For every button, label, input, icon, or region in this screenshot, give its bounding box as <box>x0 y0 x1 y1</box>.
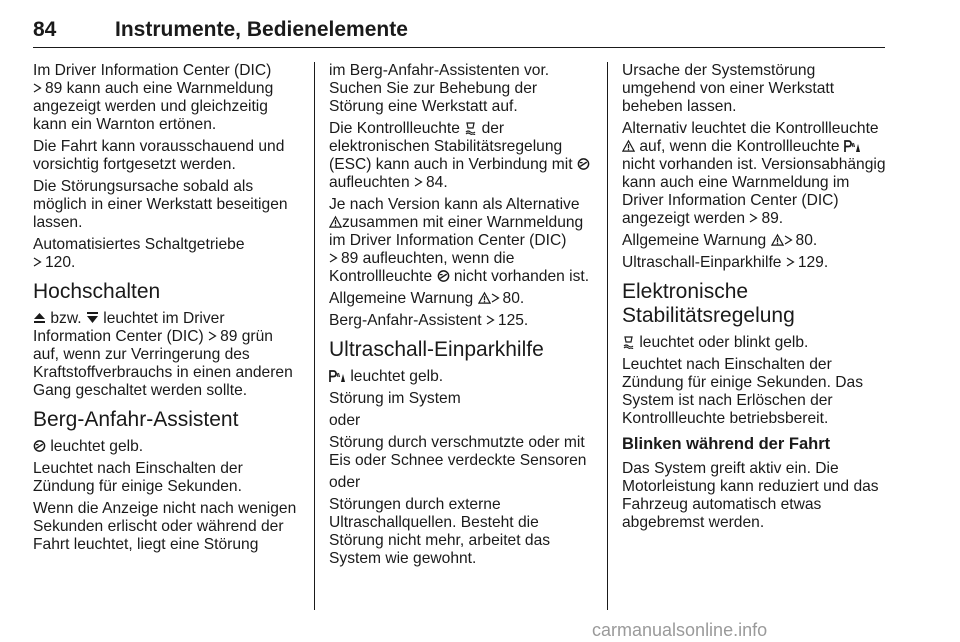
paragraph: Wenn die Anzeige nicht nach wenigen Sekunden erlischt oder während der Fahrt leuchtet, liegt eine Störung <box>33 500 297 553</box>
paragraph: Störung im System <box>329 390 461 407</box>
paragraph: bzw. leuchtet im Driver Information Center (DIC) 89 grün auf, wenn zur Verringerung des Kraftstoffverbrauchs in einen anderen Gang geschaltet werden sollte. <box>33 310 293 399</box>
paragraph: Allgemeine Warnung 80. <box>622 232 818 249</box>
reference-arrow-icon <box>491 293 500 303</box>
paragraph: Das System greift aktiv ein. Die Motorleistung kann reduziert und das Fahrzeug automatisch etwas abgebremst werden. <box>622 460 879 531</box>
paragraph: leuchtet oder blinkt gelb. <box>622 334 888 352</box>
shift-down-icon <box>86 311 99 325</box>
section-heading: Elektronische Stabilitätsregelung <box>622 280 795 327</box>
paragraph: im Berg-Anfahr-Assistenten vor. Suchen Sie zur Behebung der Störung eine Werkstatt auf. <box>329 62 550 115</box>
header-rule <box>33 47 885 48</box>
hill-start-assist-icon <box>577 157 590 171</box>
reference-arrow-icon <box>208 331 217 341</box>
paragraph: Die Fahrt kann vorausschauend und vorsichtig fortgesetzt werden. <box>33 138 285 173</box>
reference-arrow-icon <box>486 315 495 325</box>
column-middle <box>329 62 594 572</box>
esc-warning-icon <box>622 335 635 349</box>
reference-arrow-icon <box>749 213 758 223</box>
paragraph: Die Kontrollleuchte der elektronischen Stabilitätsregelung (ESC) kann auch in Verbindung mit aufleuchten 84. <box>329 120 594 192</box>
page-header <box>33 18 885 50</box>
reference-arrow-icon <box>414 177 423 187</box>
paragraph: leuchtet gelb. <box>33 438 301 456</box>
page-number: 84 <box>33 18 57 41</box>
warning-triangle-icon <box>478 291 491 305</box>
column-left <box>33 62 301 558</box>
paragraph: Berg-Anfahr-Assistent 125. <box>329 312 529 329</box>
esc-warning-icon <box>464 121 477 135</box>
park-assist-icon <box>844 139 861 153</box>
warning-triangle-icon <box>622 139 635 153</box>
column-divider <box>607 62 608 610</box>
hill-start-assist-icon <box>33 439 46 453</box>
paragraph: Automatisiertes Schaltgetriebe 120. <box>33 236 245 271</box>
paragraph: Ultraschall-Einparkhilfe 129. <box>622 254 829 271</box>
reference-arrow-icon <box>329 253 338 263</box>
section-heading: Berg-Anfahr-Assistent <box>33 408 239 431</box>
reference-arrow-icon <box>786 257 795 267</box>
paragraph: Ursache der Systemstörung umgehend von einer Werkstatt beheben lassen. <box>622 62 835 115</box>
warning-triangle-icon <box>771 233 784 247</box>
chapter-title: Instrumente, Bedienelemente <box>115 18 408 41</box>
paragraph: Leuchtet nach Einschalten der Zündung für einige Sekunden. Das System ist nach Erlöschen der Kontrollleuchte betriebsbereit. <box>622 356 864 427</box>
reference-arrow-icon <box>784 235 793 245</box>
hill-start-assist-icon <box>437 269 450 283</box>
subsection-heading: Blinken während der Fahrt <box>622 435 831 453</box>
paragraph: Störungen durch externe Ultraschallquellen. Besteht die Störung nicht mehr, arbeitet das System wie gewohnt. <box>329 496 551 567</box>
column-right <box>622 62 888 536</box>
upshift-icon <box>33 311 46 325</box>
reference-arrow-icon <box>33 257 42 267</box>
paragraph: Leuchtet nach Einschalten der Zündung für einige Sekunden. <box>33 460 243 495</box>
watermark: carmanualsonline.info <box>592 620 768 640</box>
paragraph: Allgemeine Warnung 80. <box>329 290 525 307</box>
warning-triangle-icon <box>329 215 342 229</box>
paragraph: Alternativ leuchtet die Kontrollleuchte auf, wenn die Kontrollleuchte nicht vorhanden ist. Versionsabhängig kann auch eine Warnmeldung im Driver Information Center (DIC) angezeigt werden 89. <box>622 120 886 227</box>
section-heading: Hochschalten <box>33 280 161 303</box>
paragraph: Je nach Version kann als Alternative zusammen mit einer Warnmeldung im Driver Information Center (DIC) 89 aufleuchten, wenn die Kontrollleuchte nicht vorhanden ist. <box>329 196 590 285</box>
paragraph: oder <box>329 474 361 491</box>
reference-arrow-icon <box>33 83 42 93</box>
paragraph: leuchtet gelb. <box>329 368 594 386</box>
paragraph: Die Störungsursache sobald als möglich in einer Werkstatt beseitigen lassen. <box>33 178 288 231</box>
column-divider <box>314 62 315 610</box>
park-assist-icon <box>329 369 346 383</box>
paragraph: Störung durch verschmutzte oder mit Eis oder Schnee verdeckte Sensoren <box>329 434 587 469</box>
paragraph: Im Driver Information Center (DIC) 89 kann auch eine Warnmeldung angezeigt werden und gleichzeitig kann ein Warnton ertönen. <box>33 62 274 133</box>
paragraph: oder <box>329 412 361 429</box>
section-heading: Ultraschall-Einparkhilfe <box>329 338 544 361</box>
